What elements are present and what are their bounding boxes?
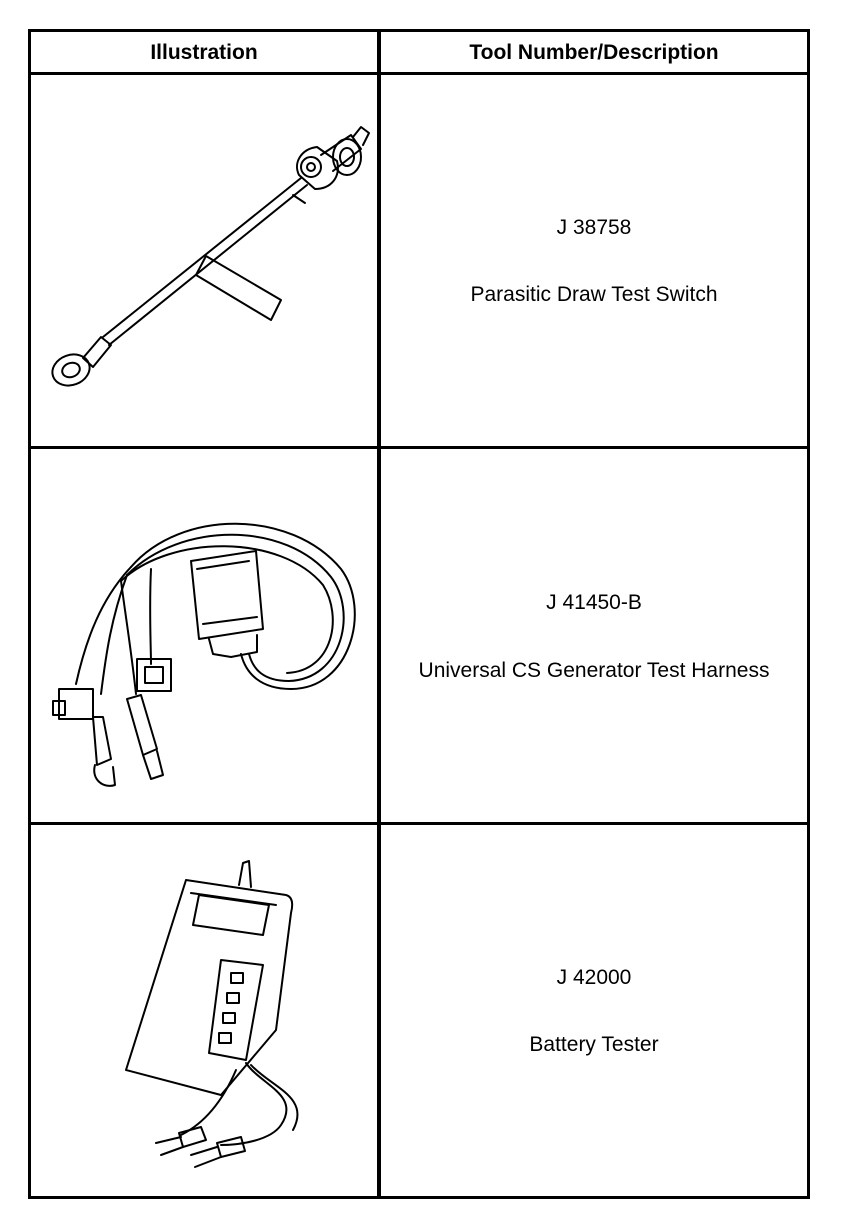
tool-number: J 42000 [556,966,632,989]
header-tool-description: Tool Number/Description [469,40,719,64]
tool-description: Parasitic Draw Test Switch [470,283,718,306]
test-harness-icon [31,449,377,822]
tool-number: J 38758 [556,216,632,239]
table-row-description [381,449,807,822]
battery-tester-icon [31,825,377,1196]
table-row-illustration [31,75,377,446]
tools-table [28,29,810,1199]
tool-description: Universal CS Generator Test Harness [418,659,770,682]
parasitic-draw-switch-icon [31,75,377,446]
table-row-illustration [31,449,377,822]
tool-number: J 41450-B [546,591,642,614]
table-row-illustration [31,825,377,1196]
table-row-description [381,825,807,1196]
table-row-description [381,75,807,446]
tool-description: Battery Tester [529,1033,659,1056]
header-illustration: Illustration [150,40,258,64]
